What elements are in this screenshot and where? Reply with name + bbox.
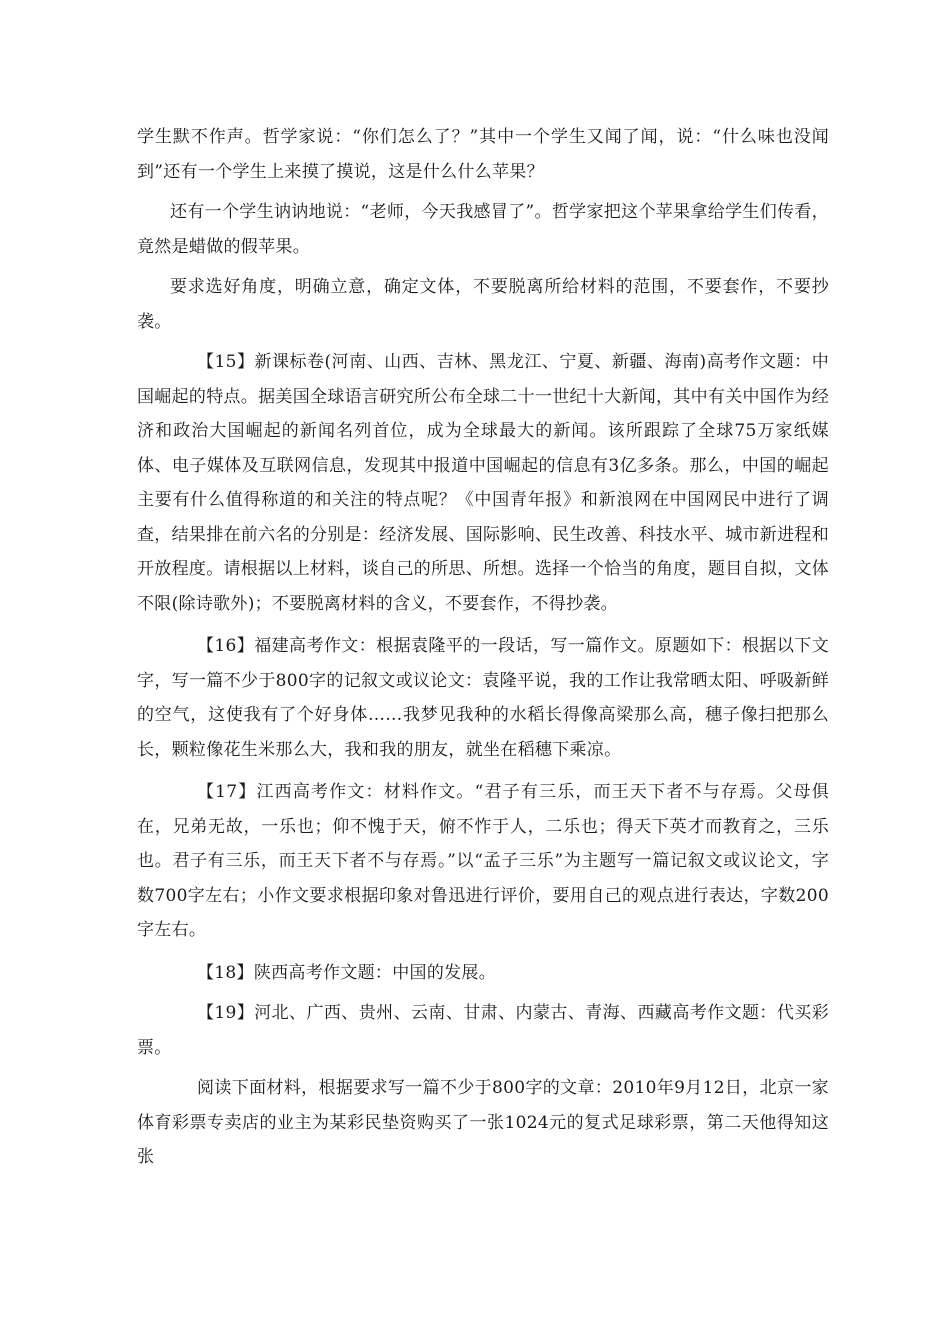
paragraph-q18: 【18】陕西高考作文题：中国的发展。 (197, 962, 497, 983)
paragraph-q15: 【15】新课标卷(河南、山西、吉林、黑龙江、宁夏、新疆、海南)高考作文题：中国崛起的特点。据美国全球语言研究所公布全球二十一世纪十大新闻，其中有关中国作为经济和政治大国崛起的新闻名列首位，成为全球最大的新闻。该所跟踪了全球75万家纸媒体、电子媒体及互联网信息，发现其中报道中国崛起的信息有3亿多条。那么，中国的崛起主要有什么值得称道的和关注的特点呢？《中国青年报》和新浪网在中国网民中进行了调查，结果排在前六名的分别是：经济发展、国际影响、民生改善、科技水平、城市新进程和开放程度。请根据以上材料，谈自己的所思、所想。选择一个恰当的角度，题目自拟，文体不限(除诗歌外)；不要脱离材料的含义，不要套作，不得抄袭。 (137, 352, 829, 614)
paragraph-q16: 【16】福建高考作文：根据袁隆平的一段话，写一篇作文。原题如下：根据以下文字，写一篇不少于800字的记叙文或议论文：袁隆平说，我的工作让我常晒太阳、呼吸新鲜的空气，这使我有了个好身体……我梦见我种的水稻长得像高梁那么高，穗子像扫把那么长，颗粒像花生米那么大，我和我的朋友，就坐在稻穗下乘凉。 (137, 636, 829, 760)
paragraph-3: 要求选好角度，明确立意，确定文体，不要脱离所给材料的范围，不要套作，不要抄袭。 (137, 277, 829, 332)
paragraph-2: 还有一个学生讷讷地说：“老师，今天我感冒了”。哲学家把这个苹果拿给学生们传看，竟然是蜡做的假苹果。 (137, 202, 829, 257)
paragraph-1: 学生默不作声。哲学家说：“你们怎么了？”其中一个学生又闻了闻，说：“什么味也没闻到”还有一个学生上来摸了摸说，这是什么什么苹果？ (137, 127, 829, 182)
paragraph-material: 阅读下面材料，根据要求写一篇不少于800字的文章：2010年9月12日，北京一家体育彩票专卖店的业主为某彩民垫资购买了一张1024元的复式足球彩票，第二天他得知这张 (137, 1078, 829, 1167)
paragraph-q19: 【19】河北、广西、贵州、云南、甘肃、内蒙古、青海、西藏高考作文题：代买彩票。 (137, 1003, 829, 1058)
document-body (137, 120, 829, 1175)
paragraph-q17: 【17】江西高考作文：材料作文。“君子有三乐，而王天下者不与存焉。父母俱在，兄弟无故，一乐也；仰不愧于天，俯不怍于人，二乐也；得天下英才而教育之，三乐也。君子有三乐，而王天下者不与存焉。”以“孟子三乐”为主题写一篇记叙文或议论文，字数700字左右；小作文要求根据印象对鲁迅进行评价，要用自己的观点进行表达，字数200字左右。 (137, 782, 829, 940)
